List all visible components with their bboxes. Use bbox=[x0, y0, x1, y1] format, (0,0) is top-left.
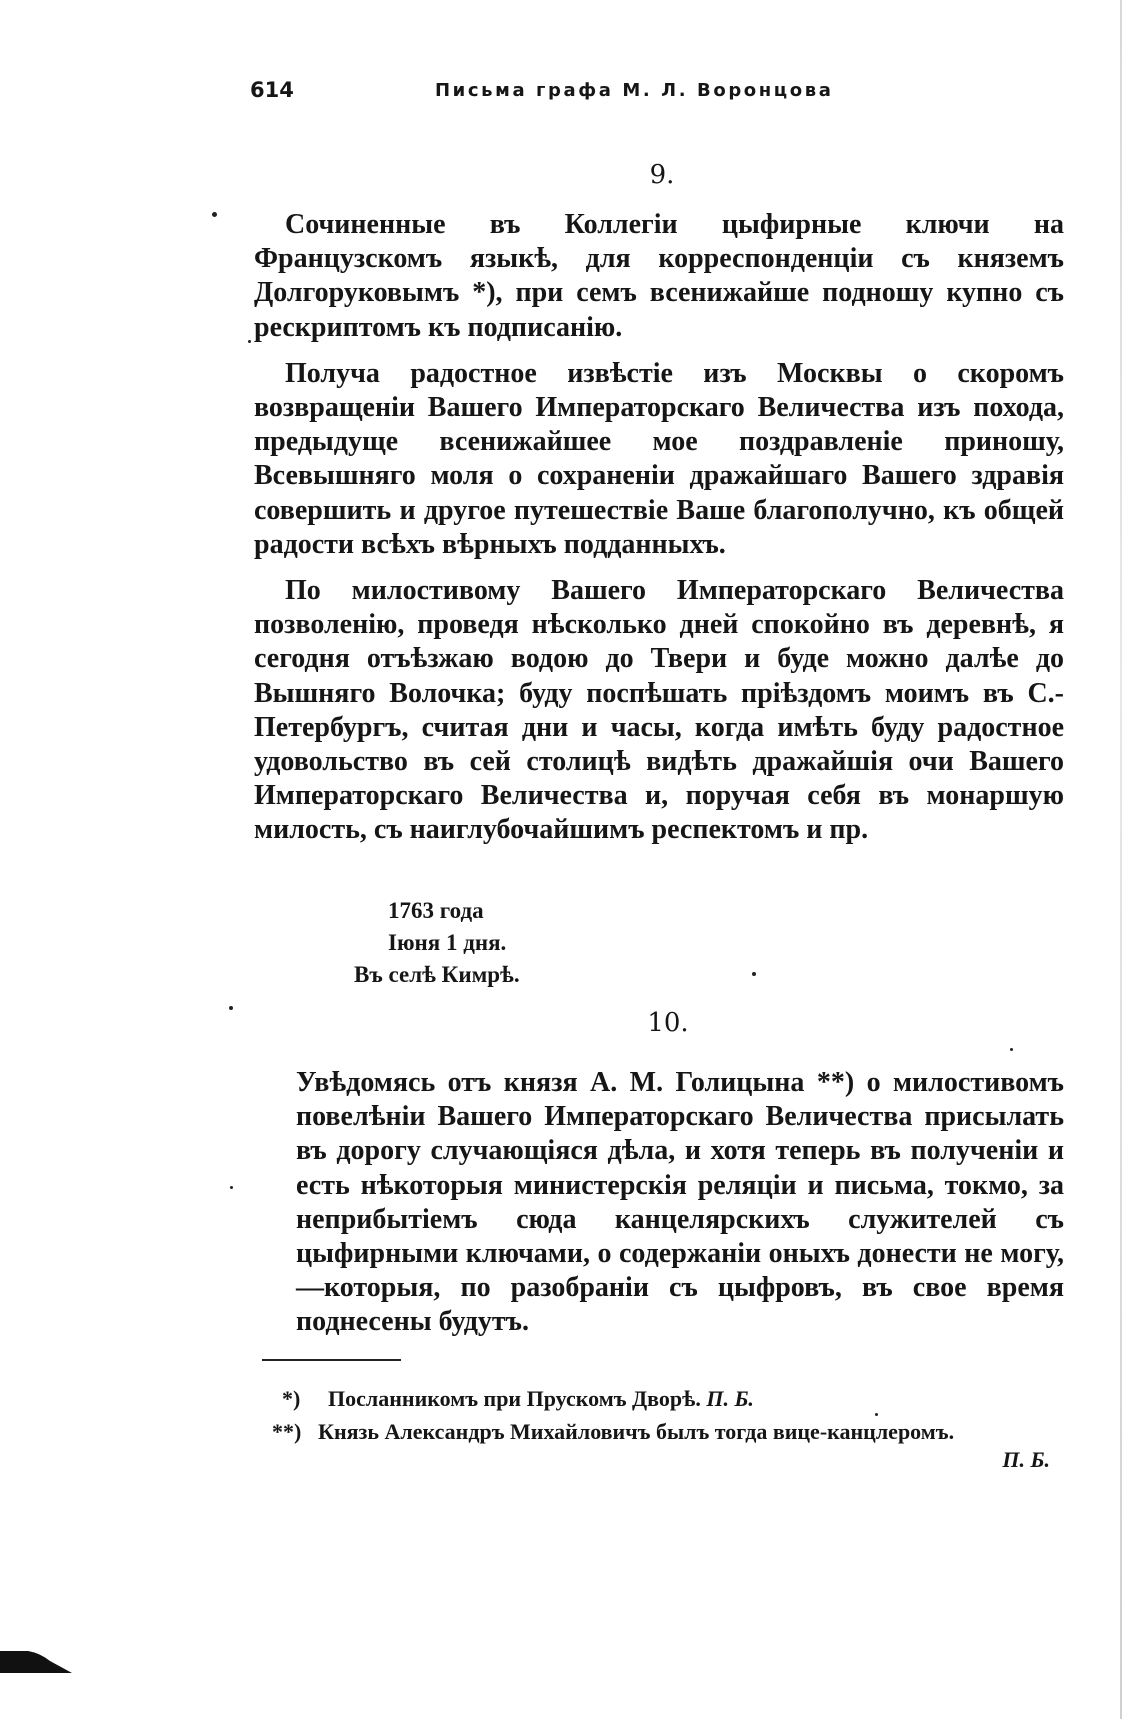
letter-9-paragraph-1: Сочиненные въ Коллегіи цыфирные ключи на Французскомъ языкѣ, для корреспонденціи съ княземъ Долгоруковымъ *), при семъ всенижайше подношу купно съ рескриптомъ къ подписанію. bbox=[254, 209, 1064, 343]
running-header bbox=[250, 78, 930, 108]
print-speck bbox=[248, 340, 251, 343]
letter-9-body bbox=[254, 208, 1064, 848]
footnotes bbox=[270, 1382, 1070, 1448]
footnote-1-text: Посланникомъ при Прускомъ Дворѣ. bbox=[328, 1386, 701, 1411]
footnote-1 bbox=[270, 1382, 1070, 1415]
scan-artifact-shape bbox=[0, 1645, 72, 1677]
dateline-day: Іюня 1 дня. bbox=[388, 930, 507, 955]
print-speck bbox=[230, 1186, 233, 1189]
print-speck bbox=[1010, 1048, 1013, 1051]
footnote-2-text: Князь Александръ Михайловичъ былъ тогда вице-канцлеромъ. bbox=[318, 1419, 955, 1444]
footnote-separator bbox=[262, 1359, 401, 1361]
letter-9-dateline bbox=[354, 895, 520, 991]
footnote-1-signature: П. Б. bbox=[706, 1386, 754, 1411]
dateline-year: 1763 года bbox=[388, 898, 484, 923]
print-speck bbox=[875, 1413, 878, 1416]
letter-10-body bbox=[296, 1066, 1064, 1340]
dateline-place: Въ селѣ Кимрѣ. bbox=[354, 962, 520, 987]
letter-number-10: 10. bbox=[647, 1008, 689, 1038]
footnote-2-signature: П. Б. bbox=[1002, 1447, 1050, 1472]
page-edge-shadow bbox=[1120, 0, 1122, 1719]
footnote-1-mark: *) bbox=[282, 1386, 301, 1411]
letter-9-paragraph-3: По милостивому Вашего Императорскаго Величества позволенію, проведя нѣсколько дней спокойно въ деревнѣ, я сегодня отъѣзжаю водою до Твери и буде можно далѣе до Вышняго Волочка; буду поспѣшать пріѣздомъ моимъ въ С.-Петербургъ, считая дни и часы, когда имѣть буду радостное удовольство въ сей столицѣ видѣть дражайшія очи Вашего Императорскаго Величества и, поручая себя въ монаршую милость, съ наиглубочайшимъ респектомъ и пр. bbox=[254, 575, 1064, 846]
letter-9-paragraph-2: Получа радостное извѣстіе изъ Москвы о скоромъ возвращеніи Вашего Императорскаго Величества изъ похода, предыдуще всенижайшее мое поздравленіе приношу, Всевышняго моля о сохраненіи дражайшаго Вашего здравія совершить и другое путешествіе Ваше благополучно, къ общей радости всѣхъ вѣрныхъ подданныхъ. bbox=[254, 357, 1064, 560]
letter-number-9: 9. bbox=[649, 160, 675, 190]
page-number: 614 bbox=[250, 78, 294, 102]
print-speck bbox=[752, 972, 756, 976]
print-speck bbox=[212, 212, 217, 217]
footnote-2-mark: **) bbox=[272, 1419, 302, 1444]
letter-10-paragraph-1: Увѣдомясь отъ князя А. М. Голицына **) о милостивомъ повелѣніи Вашего Императорскаго Величества присылать въ дорогу случающіяся дѣла, и хотя теперь въ полученіи и есть нѣкоторыя министерскія реляціи и письма, токмо, за неприбытіемъ сюда канцелярскихъ служителей съ цыфирными ключами, о содержаніи оныхъ донести не могу,—которыя, по разобраніи съ цыфровъ, въ свое время поднесены будутъ. bbox=[296, 1067, 1064, 1338]
footnote-2 bbox=[270, 1415, 1070, 1448]
running-title: Письма графа М. Л. Воронцова bbox=[435, 80, 834, 101]
print-speck bbox=[229, 1006, 233, 1010]
